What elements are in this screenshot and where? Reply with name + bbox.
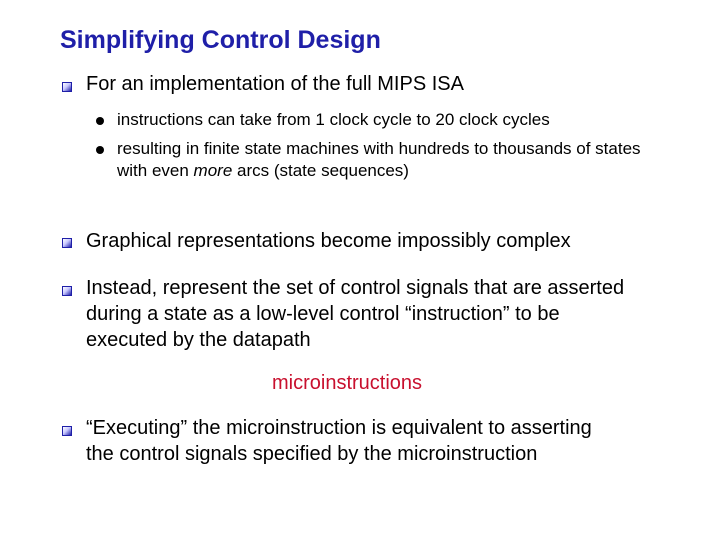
square-bullet-icon xyxy=(62,238,72,248)
square-bullet-icon xyxy=(62,286,72,296)
square-bullet-icon xyxy=(62,82,72,92)
sub-bullet-text-2-part1: resulting in finite state machines with hundreds to thousands of states with even xyxy=(117,139,641,180)
bullet-text-2: Graphical representations become impossibly complex xyxy=(86,230,571,252)
sub-bullet-text-2 xyxy=(117,138,662,182)
sub-bullet-text-1: instructions can take from 1 clock cycle to 20 clock cycles xyxy=(117,110,550,129)
bullet-text-1: For an implementation of the full MIPS ISA xyxy=(86,73,464,95)
microinstructions-callout: microinstructions xyxy=(272,372,423,394)
slide-title: Simplifying Control Design xyxy=(60,26,381,54)
sub-bullet-text-2-emphasis: more xyxy=(193,161,233,180)
bullet-text-4: “Executing” the microinstruction is equivalent to asserting the control signals specified by the microinstruction xyxy=(86,417,592,465)
sub-bullet-text-2-part2: arcs (state sequences) xyxy=(232,161,409,180)
dot-bullet-icon xyxy=(96,117,104,125)
dot-bullet-icon xyxy=(96,146,104,154)
square-bullet-icon xyxy=(62,426,72,436)
bullet-text-3: Instead, represent the set of control signals that are asserted during a state as a low-level control “instruction” to be executed by the datapath xyxy=(86,277,625,351)
